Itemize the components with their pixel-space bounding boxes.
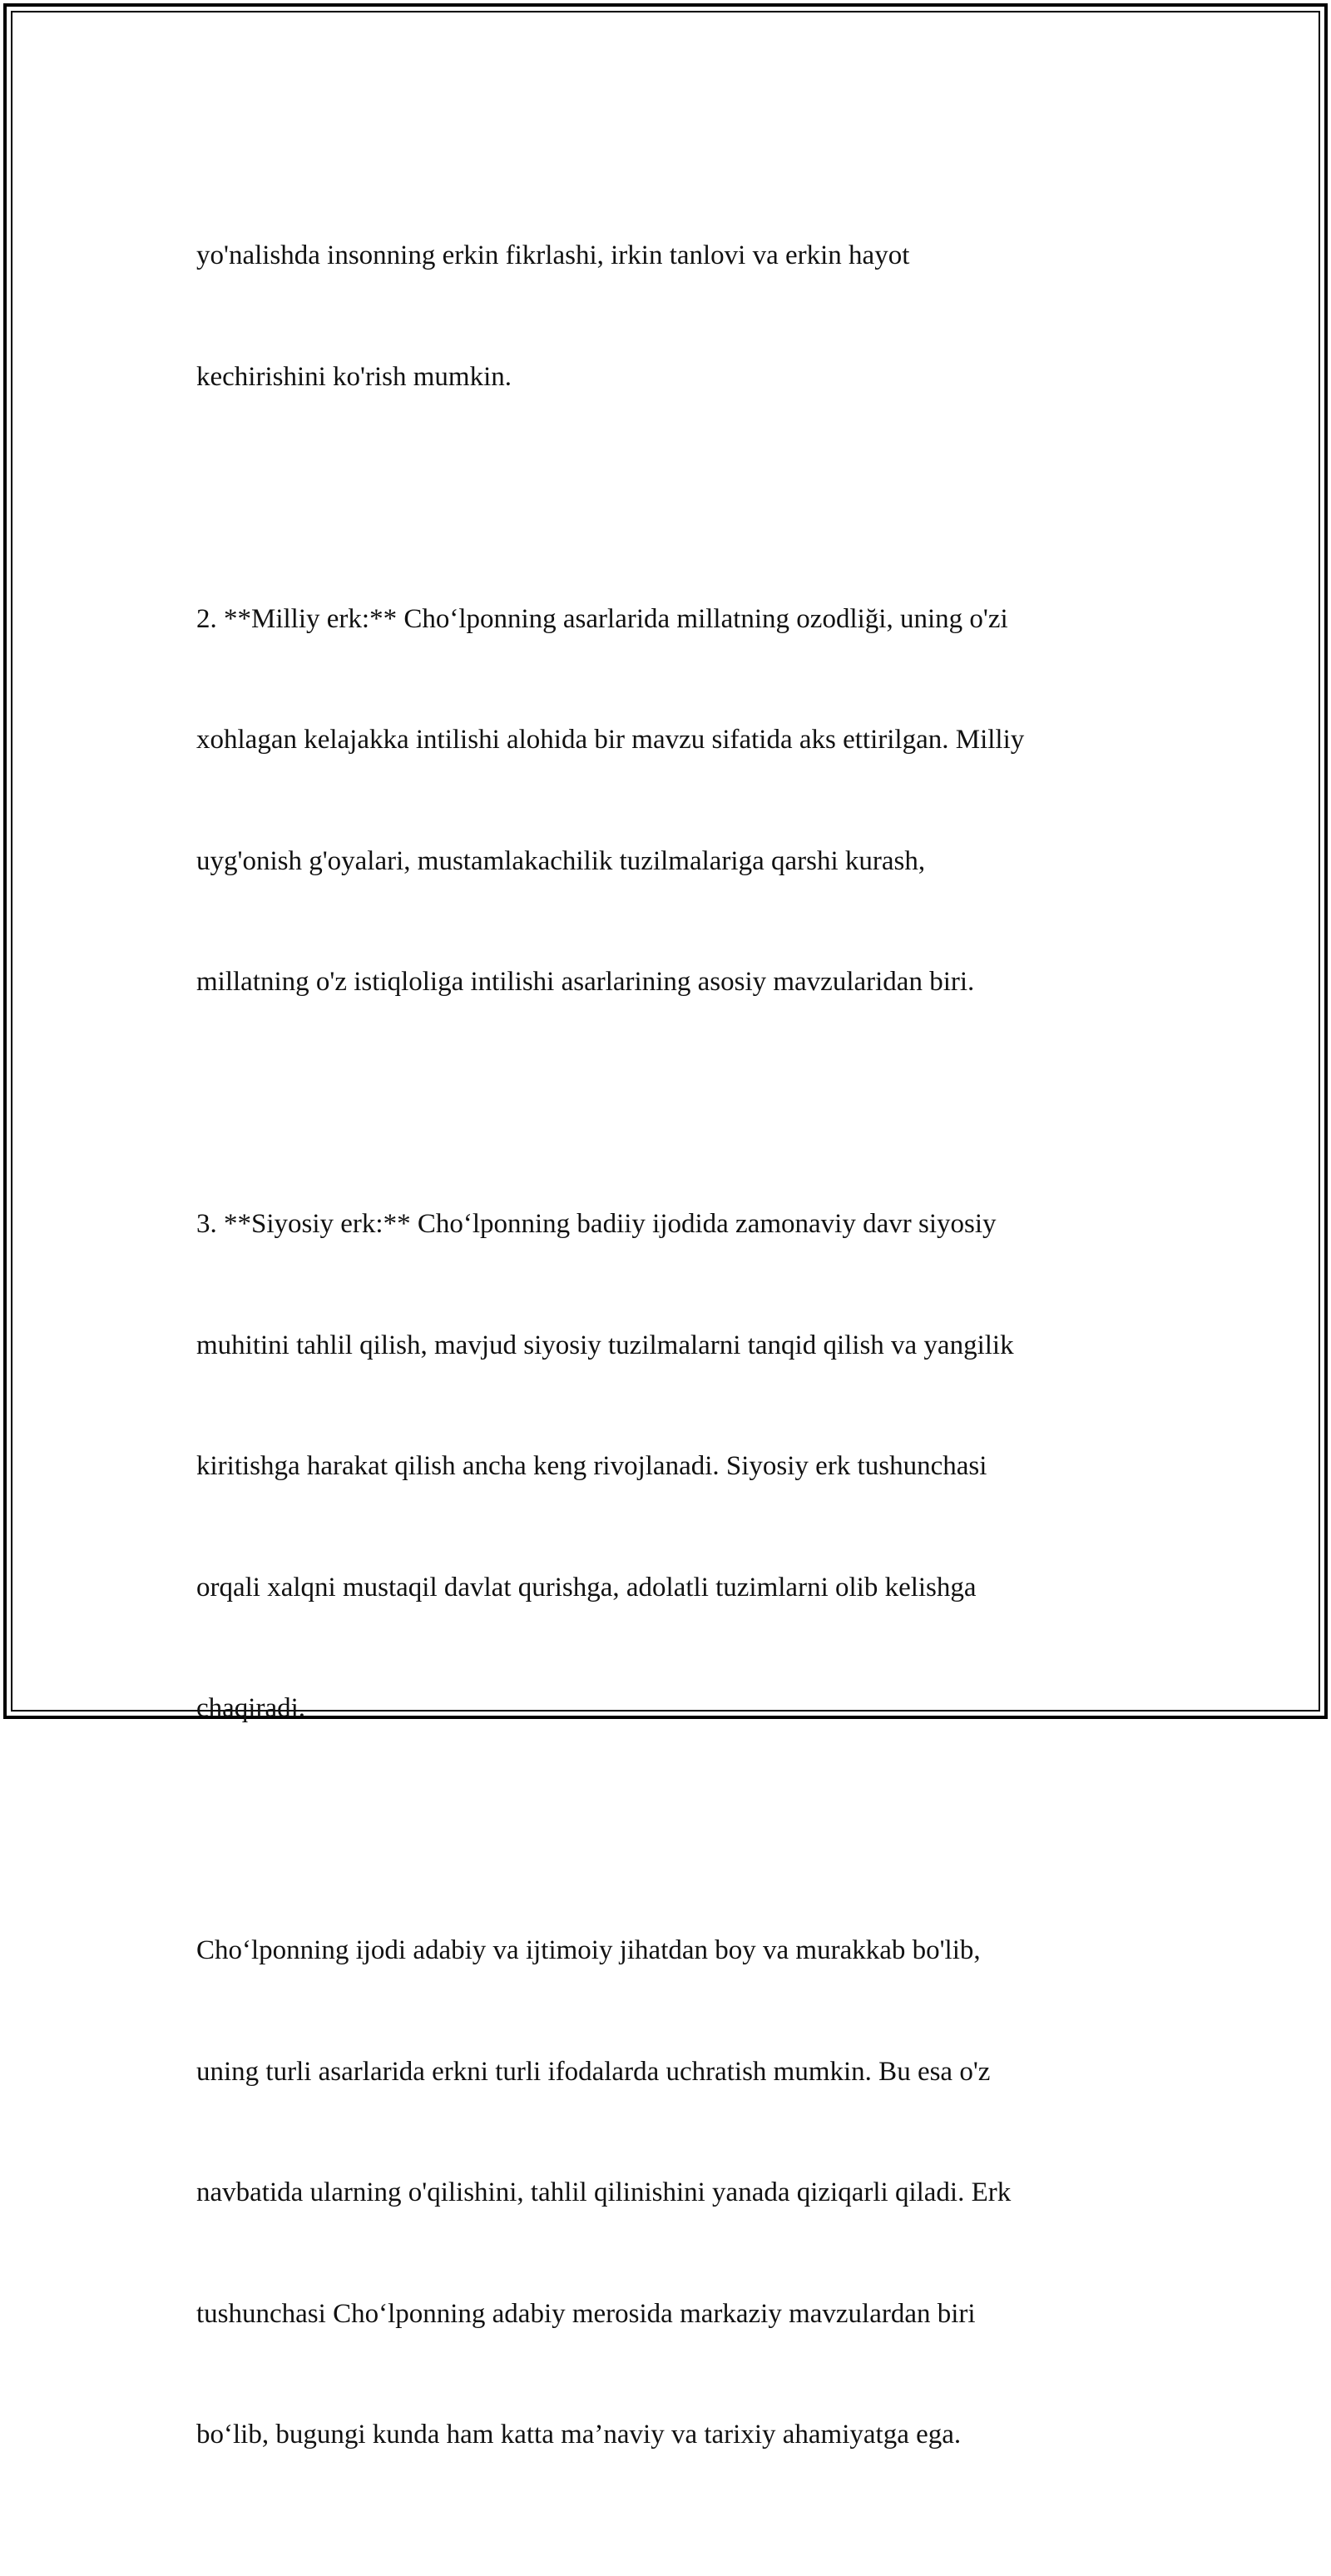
text-line: navbatida ularning o'qilishini, tahlil qilinishini yanada qiziqarli qiladi. Erk	[196, 2177, 1012, 2207]
text-line: yo'nalishda insonning erkin fikrlashi, irkin tanlovi va erkin hayot	[196, 240, 910, 270]
text-line: 2. **Milliy erk:** Cho‘lponning asarlarida millatning ozodliği, uning o'zi	[196, 603, 1008, 634]
text-line: kiritishga harakat qilish ancha keng rivojlanadi. Siyosiy erk tushunchasi	[196, 1451, 987, 1481]
paragraph-siyosiy-erk	[196, 1123, 1136, 1810]
text-line: muhitini tahlil qilish, mavjud siyosiy tuzilmalarni tanqid qilish va yangilik	[196, 1330, 1014, 1360]
paragraph-1	[196, 155, 1136, 478]
text-line: uning turli asarlarida erkni turli ifodalarda uchratish mumkin. Bu esa o'z	[196, 2056, 991, 2087]
text-line: 3. **Siyosiy erk:** Cho‘lponning badiiy ijodida zamonaviy davr siyosiy	[196, 1209, 997, 1239]
text-line: Cho‘lponning ijodi adabiy va ijtimoiy jihatdan boy va murakkab bo'lib,	[196, 1935, 981, 1965]
text-line: orqali xalqni mustaqil davlat qurishga, adolatli tuzimlarni olib kelishga	[196, 1572, 977, 1603]
text-line: xohlagan kelajakka intilishi alohida bir mavzu sifatida aks ettirilgan. Milliy	[196, 725, 1025, 755]
paragraph-conclusion	[196, 1850, 1136, 2536]
text-line: tushunchasi Cho‘lponning adabiy merosida markaziy mavzulardan biri	[196, 2298, 976, 2329]
text-line: kechirishini ko'rish mumkin.	[196, 361, 512, 392]
document-body	[196, 155, 1136, 2576]
text-line: chaqiradi.	[196, 1693, 306, 1723]
text-line: uyg'onish g'oyalari, mustamlakachilik tuzilmalariga qarshi kurash,	[196, 845, 926, 876]
paragraph-milliy-erk	[196, 518, 1136, 1083]
text-line: bo‘lib, bugungi kunda ham katta ma’naviy va tarixiy ahamiyatga ega.	[196, 2420, 962, 2450]
text-line: millatning o'z istiqloliga intilishi asarlarining asosiy mavzularidan biri.	[196, 967, 975, 997]
